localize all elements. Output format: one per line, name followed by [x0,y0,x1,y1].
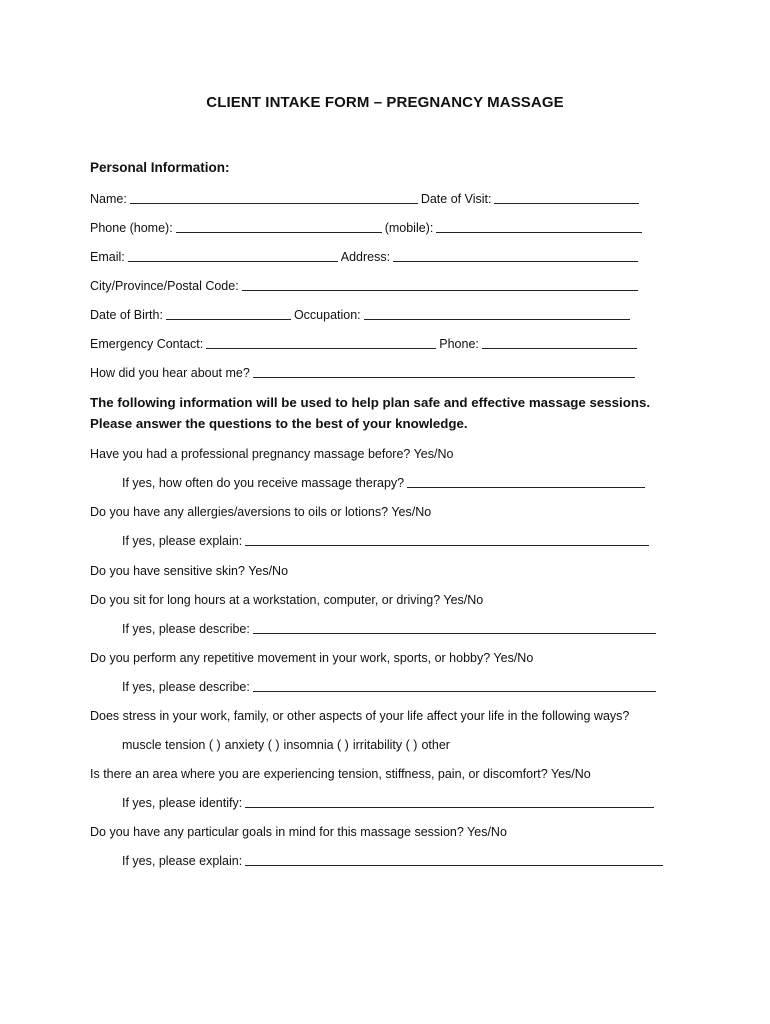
row-allergies-explain [122,530,652,548]
repetitive-describe-label: If yes, please describe: [122,680,250,694]
row-stress-options [122,734,454,752]
question-goals: Do you have any particular goals in mind for this massage session? Yes/No [90,825,507,839]
massage-frequency-field[interactable] [407,475,645,488]
row-massage-frequency [122,472,648,490]
email-label: Email: [90,250,125,264]
option-irritability[interactable]: irritability ( ) [352,738,418,752]
row-sitting-describe [122,618,659,636]
hear-about-field[interactable] [253,365,635,378]
phone-home-field[interactable] [176,220,382,233]
allergies-explain-field[interactable] [245,533,649,546]
form-title: CLIENT INTAKE FORM – PREGNANCY MASSAGE [206,94,564,111]
row-repetitive-describe [122,676,659,694]
question-repetitive-movement: Do you perform any repetitive movement in your work, sports, or hobby? Yes/No [90,651,534,665]
name-field[interactable] [130,191,418,204]
question-allergies: Do you have any allergies/aversions to oils or lotions? Yes/No [90,505,432,519]
option-muscle-tension[interactable]: muscle tension ( ) [122,738,221,752]
row-city [90,275,641,293]
occupation-label: Occupation: [293,308,361,322]
email-field[interactable] [128,249,338,262]
instructions-line-2: Please answer the questions to the best of your knowledge. [90,416,468,431]
row-email-address [90,246,641,264]
allergies-explain-label: If yes, please explain: [122,534,243,548]
hear-about-label: How did you hear about me? [90,366,250,380]
row-hear [90,362,638,380]
address-label: Address: [340,250,391,264]
option-insomnia[interactable]: insomnia ( ) [283,738,349,752]
question-tension-area: Is there an area where you are experiencing tension, stiffness, pain, or discomfort? Yes/No [90,767,591,781]
date-of-visit-label: Date of Visit: [420,192,492,206]
date-of-visit-field[interactable] [494,191,639,204]
question-sensitive-skin: Do you have sensitive skin? Yes/No [90,564,289,578]
city-field[interactable] [242,278,638,291]
emergency-phone-field[interactable] [482,336,637,349]
question-prior-massage: Have you had a professional pregnancy massage before? Yes/No [90,447,454,461]
row-goals-explain [122,850,666,868]
repetitive-describe-field[interactable] [253,679,656,692]
goals-explain-label: If yes, please explain: [122,854,243,868]
sitting-describe-field[interactable] [253,621,656,634]
massage-frequency-label: If yes, how often do you receive massage therapy? [122,476,405,490]
address-field[interactable] [393,249,638,262]
sitting-describe-label: If yes, please describe: [122,622,250,636]
dob-label: Date of Birth: [90,308,163,322]
mobile-field[interactable] [436,220,642,233]
emergency-contact-field[interactable] [206,336,436,349]
emergency-contact-label: Emergency Contact: [90,337,204,351]
row-emergency [90,333,640,351]
mobile-label: (mobile): [384,221,434,235]
name-label: Name: [90,192,127,206]
emergency-phone-label: Phone: [439,337,479,351]
personal-info-heading: Personal Information: [90,160,230,175]
instructions-note [90,392,650,434]
row-name-date [90,188,642,206]
row-tension-identify [122,792,657,810]
row-dob-occupation [90,304,633,322]
dob-field[interactable] [166,307,291,320]
tension-identify-field[interactable] [245,795,654,808]
row-phone-mobile [90,217,645,235]
option-anxiety[interactable]: anxiety ( ) [224,738,280,752]
goals-explain-field[interactable] [245,853,663,866]
question-long-sitting: Do you sit for long hours at a workstation, computer, or driving? Yes/No [90,593,484,607]
instructions-line-1: The following information will be used to help plan safe and effective massage sessions. [90,395,651,410]
option-other[interactable]: other [421,738,450,752]
city-label: City/Province/Postal Code: [90,279,239,293]
phone-home-label: Phone (home): [90,221,173,235]
question-stress: Does stress in your work, family, or other aspects of your life affect your life in the following ways? [90,709,630,723]
occupation-field[interactable] [364,307,630,320]
tension-identify-label: If yes, please identify: [122,796,243,810]
